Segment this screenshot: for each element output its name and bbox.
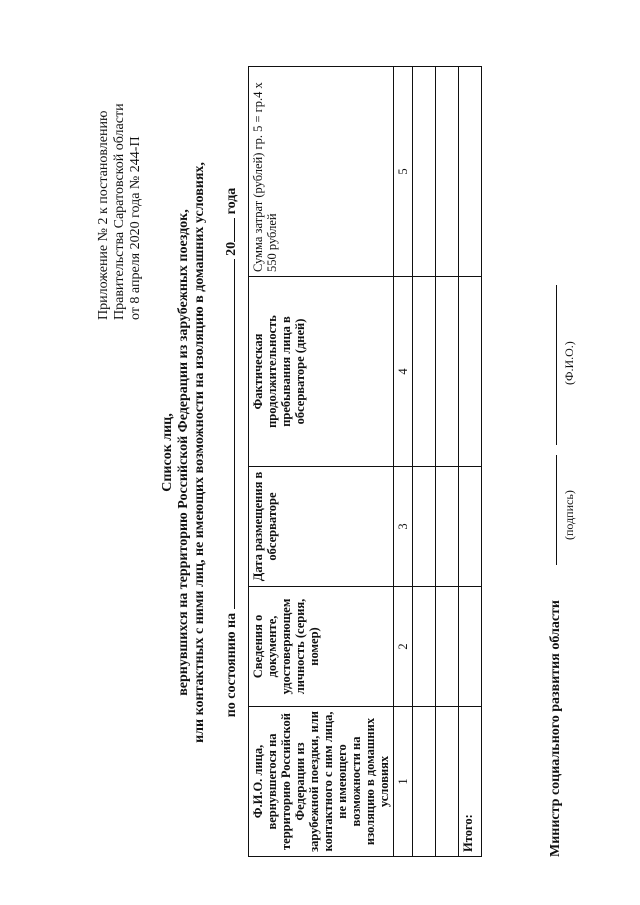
table-cell [459, 277, 482, 467]
year-prefix: 20 [224, 241, 239, 256]
column-number-row [394, 67, 413, 857]
column-number: 1 [394, 707, 413, 857]
signature-caption: (подпись) [562, 490, 576, 540]
year-suffix: года [224, 187, 239, 215]
header-document: Сведения о документе, удостоверяющем личность (серия, номер) [249, 587, 394, 707]
year-blank [222, 218, 235, 242]
header-cost: Сумма затрат (рублей) гр. 5 = гр.4 x 550 рублей [249, 67, 394, 277]
date-blank [222, 259, 235, 609]
persons-table [248, 66, 482, 857]
table-header-row [249, 67, 394, 857]
column-number: 3 [394, 467, 413, 587]
as-of-line [222, 0, 240, 905]
total-row [459, 67, 482, 857]
column-number: 4 [394, 277, 413, 467]
table-cell [436, 707, 459, 857]
table-cell [436, 587, 459, 707]
table-row [436, 67, 459, 857]
name-caption: (Ф.И.О.) [562, 341, 576, 385]
table-cell [413, 277, 436, 467]
header-placement-date: Дата размещения в обсерваторе [249, 467, 394, 587]
signature-line [556, 455, 557, 565]
title-line-2: вернувшихся на территорию Российской Федерации из зарубежных поездок, [176, 209, 191, 696]
minister-title: Министр социального развития области [548, 600, 563, 857]
name-line [556, 285, 557, 445]
table-cell [436, 467, 459, 587]
as-of-label: по состоянию на [224, 612, 239, 718]
table-cell [459, 67, 482, 277]
appendix-line-1: Приложение № 2 к постановлению [96, 110, 111, 320]
appendix-line-2: Правительства Саратовской области [112, 103, 127, 320]
title-line-1: Список лиц, [160, 413, 175, 492]
title-line-3: или контактных с ними лиц, не имеющих возможности на изоляцию в домашних условиях, [192, 162, 207, 743]
column-number: 5 [394, 67, 413, 277]
header-duration: Фактическая продолжительность пребывания лица в обсерваторе (дней) [249, 277, 394, 467]
document-title [160, 0, 208, 905]
table-row [413, 67, 436, 857]
total-label: Итого: [459, 707, 482, 857]
table-cell [413, 67, 436, 277]
appendix-note [96, 0, 144, 320]
table-cell [413, 587, 436, 707]
table-cell [436, 67, 459, 277]
table-cell [459, 467, 482, 587]
column-number: 2 [394, 587, 413, 707]
appendix-line-3: от 8 апреля 2020 года № 244-П [128, 136, 143, 320]
table-cell [436, 277, 459, 467]
table-cell [413, 707, 436, 857]
table-cell [413, 467, 436, 587]
table-cell [459, 587, 482, 707]
header-full-name: Ф.И.О. лица, вернувшегося на территорию Российской Федерации из зарубежной поездки, или контактного с ним лица, не имеющего возможности на изоляцию в домашних условиях [249, 707, 394, 857]
